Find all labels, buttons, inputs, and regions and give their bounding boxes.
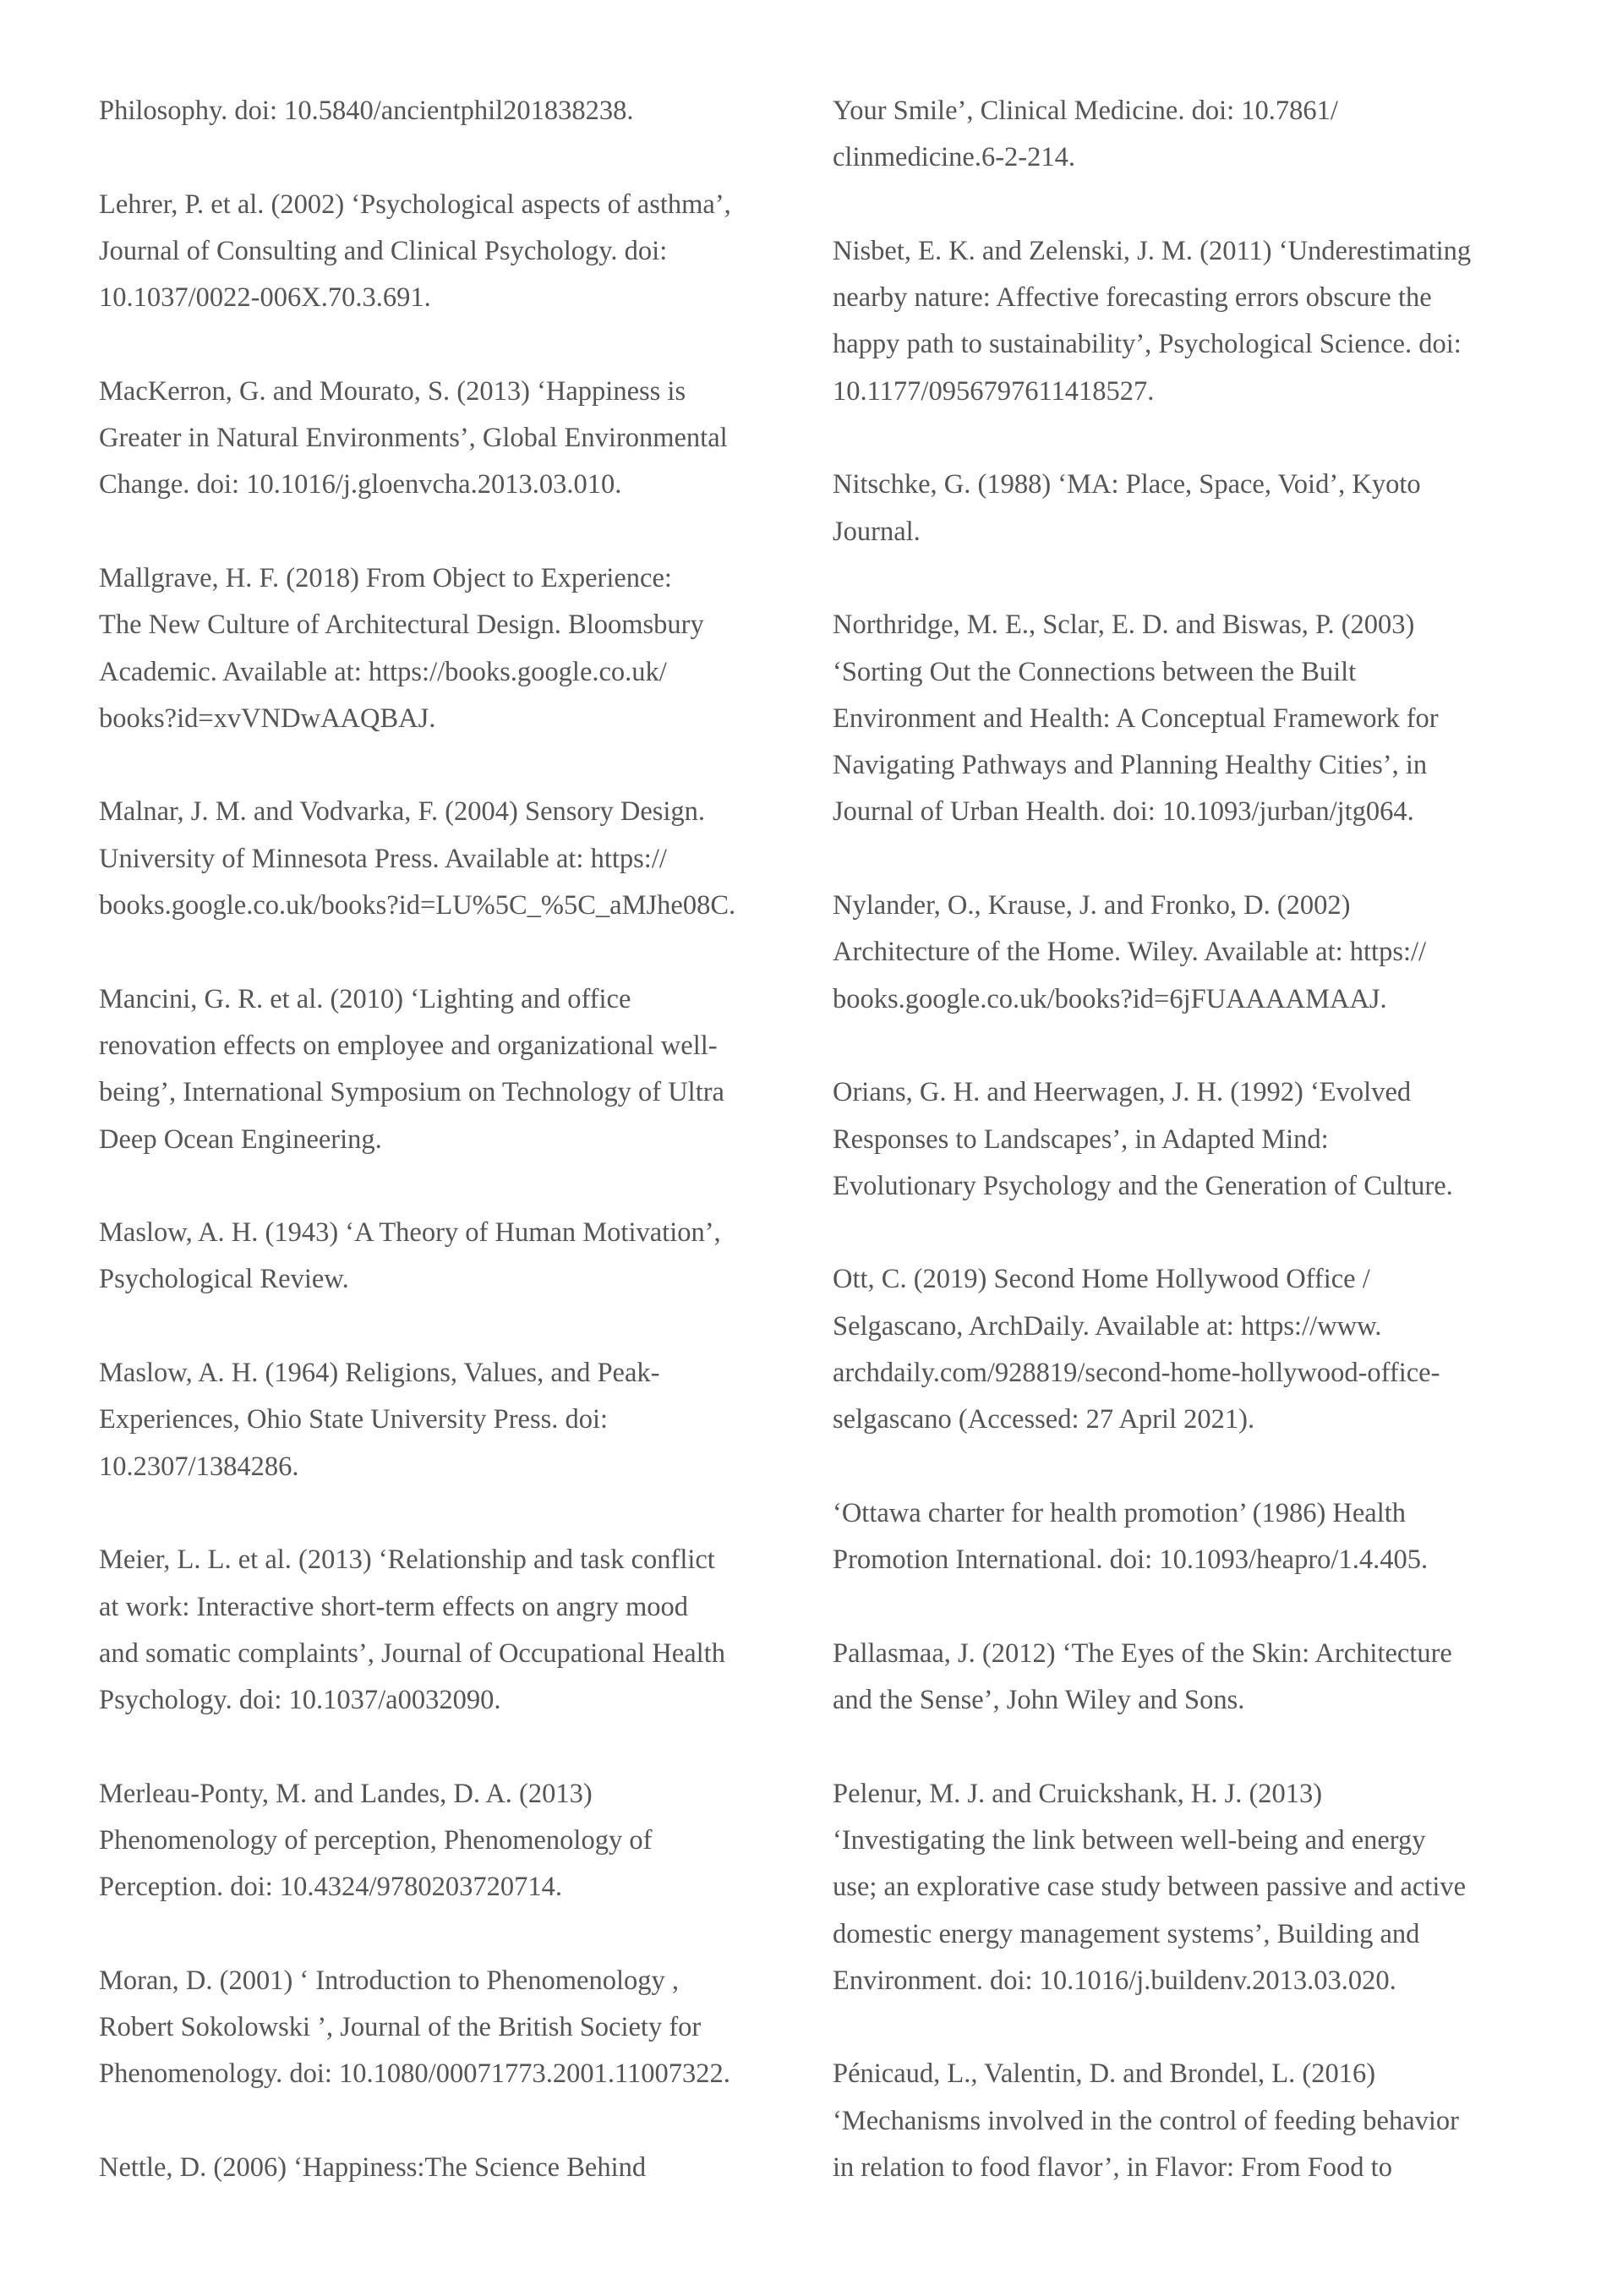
- reference-entry: Merleau-Ponty, M. and Landes, D. A. (2013) Phenomenology of perception, Phenomenology of Perception. doi: 10.4324/9780203720714.: [99, 1778, 653, 1903]
- reference-column-left: [99, 88, 807, 2239]
- reference-entry: Maslow, A. H. (1943) ‘A Theory of Human Motivation’, Psychological Review.: [99, 1217, 721, 1295]
- reference-entry: Ott, C. (2019) Second Home Hollywood Office / Selgascano, ArchDaily. Available at: https://www. archdaily.com/928819/second-home-hollywood-office- selgascano (Accessed: 27 April 2021).: [833, 1264, 1440, 1435]
- reference-entry: Northridge, M. E., Sclar, E. D. and Biswas, P. (2003) ‘Sorting Out the Connections between the Built Environment and Health: A Conceptual Framework for Navigating Pathways and Planning Healthy Cities’, in Journal of Urban Health. doi: 10.1093/jurban/jtg064.: [833, 610, 1439, 828]
- reference-entry: Nylander, O., Krause, J. and Fronko, D. (2002) Architecture of the Home. Wiley. Available at: https:// books.google.co.uk/books?id=6jFUAAAAMAAJ.: [833, 890, 1427, 1014]
- reference-entry: Lehrer, P. et al. (2002) ‘Psychological aspects of asthma’, Journal of Consulting and Clinical Psychology. doi: 10.1037/0022-006X.70.3.691.: [99, 189, 731, 314]
- reference-entry: Mallgrave, H. F. (2018) From Object to Experience: The New Culture of Architectural Design. Bloomsbury Academic. Available at: https://books.google.co.uk/ books?id=xvVNDwAAQBAJ.: [99, 562, 704, 734]
- reference-entry: Orians, G. H. and Heerwagen, J. H. (1992) ‘Evolved Responses to Landscapes’, in Adapted Mind: Evolutionary Psychology and the Generation of Culture.: [833, 1077, 1453, 1201]
- reference-entry: Maslow, A. H. (1964) Religions, Values, and Peak- Experiences, Ohio State University Press. doi: 10.2307/1384286.: [99, 1358, 660, 1482]
- reference-entry: Nettle, D. (2006) ‘Happiness:The Science Behind: [99, 2152, 647, 2184]
- reference-entry: Malnar, J. M. and Vodvarka, F. (2004) Sensory Design. University of Minnesota Press. Available at: https:// books.google.co.uk/books?id=LU%5C_%5C_aMJhe08C.: [99, 796, 736, 921]
- reference-entry: Nitschke, G. (1988) ‘MA: Place, Space, Void’, Kyoto Journal.: [833, 469, 1421, 547]
- reference-entry: Nisbet, E. K. and Zelenski, J. M. (2011) ‘Underestimating nearby nature: Affective forecasting errors obscure the happy path to sustainability’, Psychological Science. doi: 10.1177/0956797611418527.: [833, 235, 1472, 407]
- reference-entry: Philosophy. doi: 10.5840/ancientphil201838238.: [99, 96, 634, 126]
- reference-entry: Moran, D. (2001) ‘ Introduction to Phenomenology , Robert Sokolowski ’, Journal of the British Society for Phenomenology. doi: 10.1080/00071773.2001.11007322.: [99, 1965, 730, 2090]
- reference-entry: Pallasmaa, J. (2012) ‘The Eyes of the Skin: Architecture and the Sense’, John Wiley and Sons.: [833, 1637, 1452, 1716]
- reference-entry: Your Smile’, Clinical Medicine. doi: 10.7861/ clinmedicine.6-2-214.: [833, 96, 1338, 173]
- reference-entry: Mancini, G. R. et al. (2010) ‘Lighting and office renovation effects on employee and organizational well- being’, International Symposium on Technology of Ultra Deep Ocean Engineering.: [99, 983, 724, 1155]
- reference-entry: ‘Ottawa charter for health promotion’ (1986) Health Promotion International. doi: 10.1093/heapro/1.4.405.: [833, 1497, 1429, 1576]
- reference-column-right: [833, 88, 1543, 2239]
- reference-entry: Pénicaud, L., Valentin, D. and Brondel, L. (2016) ‘Mechanisms involved in the control of feeding behavior in relation to food flavor’, in Flavor: From Food to: [833, 2058, 1459, 2184]
- reference-entry: Meier, L. L. et al. (2013) ‘Relationship and task conflict at work: Interactive short-term effects on angry mood and somatic complaints’, Journal of Occupational Health Psychology. doi: 10.1037/a0032090.: [99, 1544, 725, 1716]
- reference-entry: MacKerron, G. and Mourato, S. (2013) ‘Happiness is Greater in Natural Environments’, Global Environmental Change. doi: 10.1016/j.gloenvcha.2013.03.010.: [99, 375, 728, 500]
- reference-entry: Pelenur, M. J. and Cruickshank, H. J. (2013) ‘Investigating the link between well-being and energy use; an explorative case study between passive and active domestic energy management systems’, Building and Environment. doi: 10.1016/j.buildenv.2013.03.020.: [833, 1778, 1467, 1996]
